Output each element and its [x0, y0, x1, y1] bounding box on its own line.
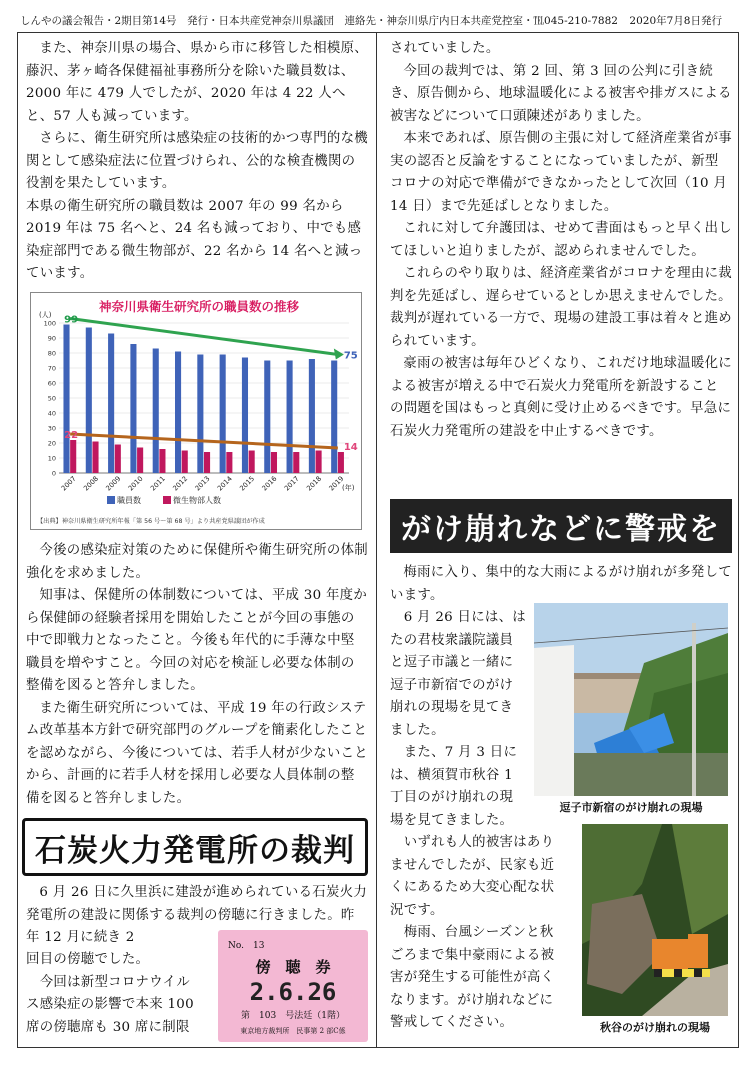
y-tick-label: 90: [47, 334, 56, 343]
zushi-photo-caption: 逗子市新宿のがけ崩れの現場: [559, 801, 703, 814]
paragraph: 梅雨に入り、集中的な大雨によるがけ崩れが多発しています。: [390, 565, 732, 603]
y-tick-label: 40: [47, 409, 56, 418]
bar-microbiology: [115, 445, 121, 474]
chart-y-unit: (人): [39, 311, 52, 319]
left-bottom-narrow: [26, 949, 218, 1039]
y-tick-label: 100: [43, 319, 56, 328]
bar-staff: [130, 344, 136, 473]
text-line: 席の傍聴席も 30 席に制限: [26, 1019, 190, 1035]
staff-chart: [30, 292, 362, 530]
bar-staff: [63, 325, 69, 474]
bar-staff: [108, 334, 114, 474]
paragraph: 豪雨の被害は毎年ひどくなり、これだけ地球温暖化による被害が増える中で石炭火力発電所を新設することの問題を国はもっと真剣に受け止めるべきです。早急に石炭火力発電所の建設を中止するべきです。: [390, 356, 732, 439]
text-line: 回目の傍聴でした。: [26, 952, 150, 967]
y-tick-label: 60: [47, 379, 56, 388]
bar-microbiology: [159, 449, 165, 473]
paragraph: また、神奈川県の場合、県から市に移管した相模原、藤沢、茅ヶ崎各保健福祉事務所分を除いた職員数は、2000 年に 479 人でしたが、2020 年は 4 22 人へと、57 人も減っています。: [26, 41, 368, 124]
chart-title: 神奈川県衛生研究所の職員数の推移: [98, 299, 300, 314]
text-line: くにあるため大変心配な状: [390, 880, 555, 895]
right-bottom-intro: [390, 562, 732, 607]
annotation-label: 22: [64, 430, 79, 441]
header-publisher: しんやの議会報告・2期目第14号 発行・日本共産党神奈川県議団 連絡先・神奈川県庁内日本共産党控室・℡045-210-7882: [20, 14, 618, 27]
paragraph: 知事は、保健所の体制数については、平成 30 年度から保健師の経験者採用を開始したことが今回の事態の中で即戦力となったこと。今後も年代的に手薄な中堅職員を増やすこと。今回の対応を検証し必要な体制の整備を図ると答弁しました。: [26, 588, 368, 693]
legend-label-micro: 微生物部人数: [173, 496, 221, 505]
trend-arrowhead-staff: [334, 349, 344, 360]
paragraph: 今回の裁判では、第 2 回、第 3 回の公判に引き続き、原告側から、地球温暖化による被害や排ガスによる被害などについて口頭陳述がありました。: [390, 63, 732, 124]
text-line: 6 月 26 日には、は: [390, 610, 526, 625]
annotation-label: 75: [343, 350, 358, 362]
text-line: 逗子市新宿でのがけ: [390, 677, 514, 693]
y-tick-label: 70: [47, 364, 56, 373]
bar-microbiology: [271, 452, 277, 473]
text-line: ませんでしたが、民家も近: [390, 857, 555, 873]
chart-source: 【出典】神奈川県衛生研究所年報「第 56 号～第 68 号」より共産党県議団が作成: [37, 518, 265, 525]
text-line: 害が発生する可能性が高く: [390, 970, 555, 985]
page-header: [14, 7, 744, 33]
zushi-landslide-photo: [534, 603, 728, 796]
legend-label-staff: 職員数: [117, 496, 141, 505]
bar-staff: [287, 361, 293, 474]
heading-landslide: がけ崩れなどに警戒を: [390, 499, 732, 553]
paragraph: これに対して弁護団は、せめて書面はもっと早く出してほしいと迫りましたが、認められませんでした。: [390, 221, 732, 259]
annotation-label: 99: [64, 314, 79, 326]
ticket-court: 東京地方裁判所 民事第 2 部C係: [240, 1027, 346, 1035]
paragraph: 本来であれば、原告側の主張に対して経済産業省が事実の認否と反論をすることになっていましたが、新型コロナの対応で準備ができなかったとして次回（10 月 14 日）まで先延ばしとなりました。: [390, 131, 732, 214]
x-tick-label: 2019: [327, 474, 346, 493]
bar-staff: [175, 352, 181, 474]
header-date: 2020年7月8日発行: [629, 14, 722, 27]
x-tick-label: 2007: [59, 474, 78, 493]
text-line: は、横須賀市秋谷 1: [390, 767, 513, 783]
bar-staff: [86, 328, 92, 474]
x-tick-label: 2009: [104, 474, 123, 493]
x-tick-label: 2016: [260, 474, 279, 493]
x-tick-label: 2015: [238, 474, 257, 493]
x-tick-label: 2010: [126, 474, 145, 493]
left-mid-text: [26, 540, 368, 810]
text-line: また、7 月 3 日に: [390, 745, 518, 760]
bar-staff: [153, 349, 159, 474]
text-line: 梅雨、台風シーズンと秋: [390, 925, 554, 940]
text-line: 況です。: [390, 902, 444, 918]
chart-x-unit: (年): [342, 484, 355, 492]
x-tick-label: 2011: [149, 474, 167, 493]
ticket-date: 2.6.26: [249, 978, 337, 1006]
bar-microbiology: [316, 451, 322, 474]
bar-microbiology: [92, 442, 98, 474]
text-line: 崩れの現場を見てき: [390, 700, 514, 715]
hearing-ticket-photo: [218, 930, 368, 1042]
paragraph: これらのやり取りは、経済産業省がコロナを理由に裁判を先延ばし、遅らせているとしか思えませんでした。裁判が遅れている一方で、現場の建設工事は着々と進められています。: [390, 266, 732, 349]
text-line: 丁目のがけ崩れの現: [390, 790, 514, 805]
heading-coal-trial: 石炭火力発電所の裁判: [22, 818, 368, 876]
x-tick-label: 2018: [305, 474, 324, 493]
right-bottom-narrow-a: [390, 607, 532, 832]
bar-microbiology: [338, 452, 344, 473]
y-tick-label: 30: [47, 424, 56, 433]
x-tick-label: 2017: [282, 474, 301, 493]
paragraph: 今後の感染症対策のために保健所や衛生研究所の体制強化を求めました。: [26, 543, 368, 581]
right-bottom-narrow-b: [390, 832, 580, 1035]
text-line: 場を見てきました。: [390, 812, 514, 828]
paragraph: また衛生研究所については、平成 19 年の行政システム改革基本方針で研究部門のグループを簡素化したことを認めながら、今後については、若手人材が少ないことから、計画的に若手人材を採用し必要な人員体制の整備を図ると答弁しました。: [26, 700, 368, 806]
x-tick-label: 2013: [193, 474, 212, 493]
text-line: 今回は新型コロナウイル: [26, 974, 190, 990]
paragraph: 本県の衛生研究所の職員数は 2007 年の 99 名から 2019 年は 75 名へと、24 名も減っており、中でも感染症部門である微生物部が、22 名から 14 名へと減っています。: [26, 198, 363, 281]
y-tick-label: 50: [47, 394, 56, 403]
text-line: ました。: [390, 722, 445, 738]
bar-staff: [197, 355, 203, 474]
ticket-title: 傍 聴 券: [255, 958, 331, 976]
text-line: たの君枝衆議院議員: [390, 632, 514, 648]
bar-microbiology: [249, 451, 255, 474]
x-tick-label: 2014: [215, 474, 234, 493]
text-line: と逗子市議と一緒に: [390, 655, 514, 670]
x-tick-label: 2008: [82, 474, 100, 493]
text-line: ごろまで集中豪雨による被: [390, 947, 555, 963]
bar-microbiology: [204, 452, 210, 473]
column-divider: [376, 32, 377, 1048]
legend-swatch-micro: [163, 496, 171, 504]
ticket-no: No. 13: [228, 941, 265, 951]
akiya-photo-caption: 秋谷のがけ崩れの現場: [600, 1021, 710, 1034]
y-tick-label: 10: [47, 454, 56, 463]
right-top-text: [390, 38, 732, 443]
bar-staff: [264, 361, 270, 474]
y-tick-label: 0: [51, 469, 56, 478]
bar-microbiology: [137, 448, 143, 474]
annotation-label: 14: [343, 442, 358, 453]
left-top-text: [26, 38, 368, 286]
bar-staff: [242, 358, 248, 474]
akiya-landslide-photo: [582, 824, 728, 1016]
legend-swatch-staff: [107, 496, 115, 504]
bar-staff: [220, 355, 226, 474]
y-tick-label: 80: [47, 349, 56, 358]
paragraph: されていました。: [390, 41, 500, 56]
paragraph: さらに、衛生研究所は感染症の技術的かつ専門的な機関として感染症法に位置づけられ、公的な検査機関の役割を果たしています。: [26, 131, 368, 191]
bar-microbiology: [293, 452, 299, 473]
text-line: いずれも人的被害はあり: [390, 835, 555, 850]
chart-plot-area: [44, 315, 358, 493]
text-line: 警戒してください。: [390, 1015, 514, 1030]
paragraph: 6 月 26 日に久里浜に建設が進められている石炭火力発電所の建設に関係する裁判の傍聴に行きました。昨年 12 月に続き 2: [26, 885, 368, 945]
bar-microbiology: [182, 451, 188, 474]
text-line: ス感染症の影響で本来 100: [26, 997, 194, 1012]
bar-microbiology: [70, 440, 76, 473]
bar-staff: [309, 359, 315, 473]
ticket-courtroom: 第 103 号法廷（1階）: [241, 1011, 345, 1021]
staff-chart-svg: [31, 293, 361, 529]
text-line: なります。がけ崩れなどに: [390, 992, 554, 1008]
bar-microbiology: [226, 452, 232, 473]
x-tick-label: 2012: [171, 474, 190, 493]
y-tick-label: 20: [47, 439, 56, 448]
bar-staff: [331, 361, 337, 474]
